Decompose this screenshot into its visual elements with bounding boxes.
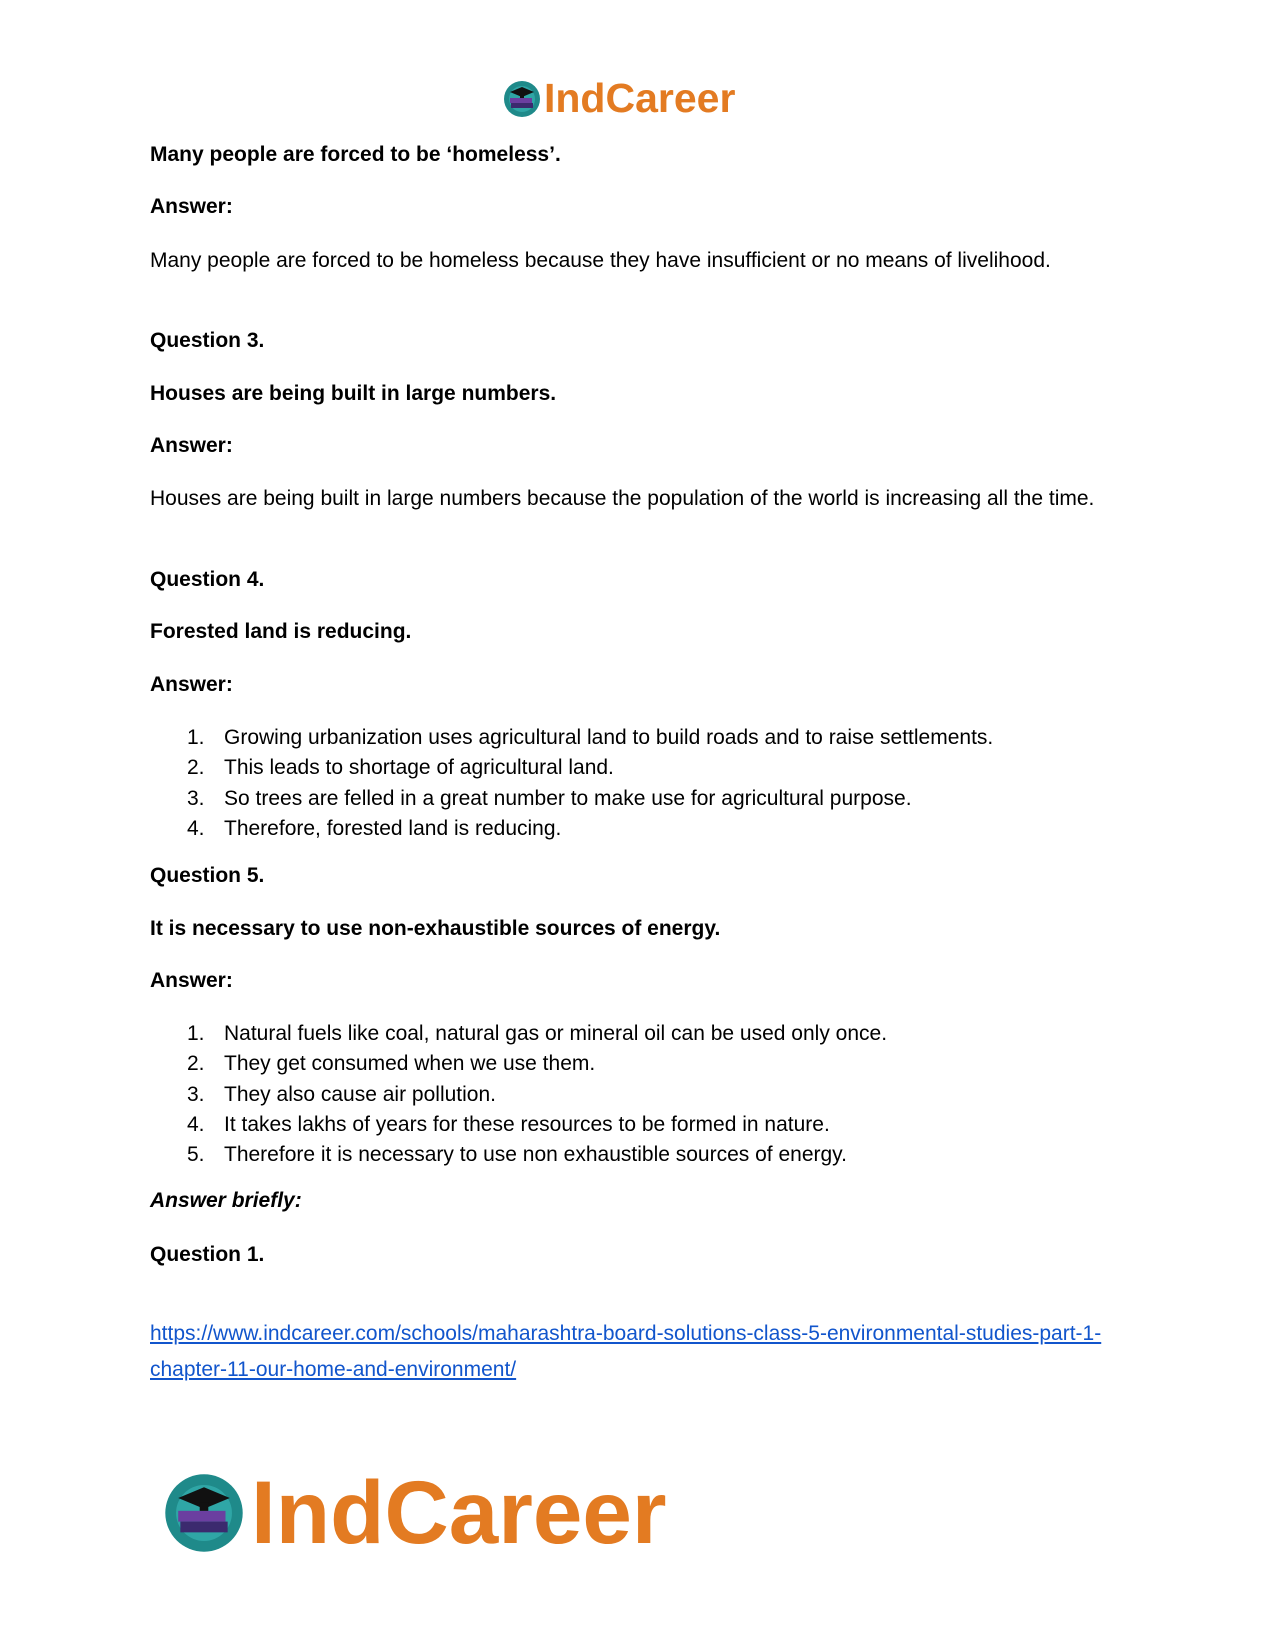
logo-wordmark: IndCareer: [544, 75, 736, 121]
list-item: 3. They also cause air pollution.: [187, 1082, 496, 1106]
answer-list: [150, 1019, 887, 1170]
answer-label: Answer:: [150, 673, 233, 696]
question-statement: Houses are being built in large numbers.: [150, 382, 557, 405]
answer-label: Answer:: [150, 434, 233, 457]
answer-text: Houses are being built in large numbers because the population of the world is increasing all the time.: [150, 487, 1095, 510]
list-item: 4. It takes lakhs of years for these resources to be formed in nature.: [187, 1112, 830, 1136]
footer-logo: [161, 1462, 667, 1562]
logo-wordmark: IndCareer: [251, 1462, 667, 1562]
globe-books-icon: [502, 79, 542, 119]
question-label: Question 3.: [150, 329, 265, 352]
list-item: 5. Therefore it is necessary to use non exhaustible sources of energy.: [187, 1143, 847, 1167]
globe-books-icon: [161, 1470, 247, 1556]
list-item: 2. This leads to shortage of agricultural land.: [187, 756, 614, 780]
question-label: Question 5.: [150, 864, 265, 887]
answer-label: Answer:: [150, 195, 233, 218]
question-statement: Forested land is reducing.: [150, 620, 412, 643]
list-item: 4. Therefore, forested land is reducing.: [187, 816, 562, 840]
source-link[interactable]: https://www.indcareer.com/schools/maharashtra-board-solutions-class-5-environmental-studies-part-1-chapter-11-our-home-and-environment/: [150, 1322, 1102, 1381]
question-label: Question 1.: [150, 1243, 265, 1266]
question-statement: Many people are forced to be ‘homeless’.: [150, 143, 561, 166]
list-item: 1. Natural fuels like coal, natural gas or mineral oil can be used only once.: [187, 1022, 888, 1045]
answer-list: [150, 723, 993, 844]
question-label: Question 4.: [150, 568, 265, 591]
question-statement: It is necessary to use non-exhaustible sources of energy.: [150, 917, 721, 940]
answer-label: Answer:: [150, 969, 233, 992]
header-logo: [502, 75, 736, 121]
list-item: 2. They get consumed when we use them.: [187, 1052, 596, 1076]
list-item: 1. Growing urbanization uses agricultural land to build roads and to raise settlements.: [187, 726, 994, 749]
answer-text: Many people are forced to be homeless because they have insufficient or no means of livelihood.: [150, 249, 1051, 272]
section-heading: Answer briefly:: [150, 1189, 302, 1212]
list-item: 3. So trees are felled in a great number to make use for agricultural purpose.: [187, 786, 912, 810]
